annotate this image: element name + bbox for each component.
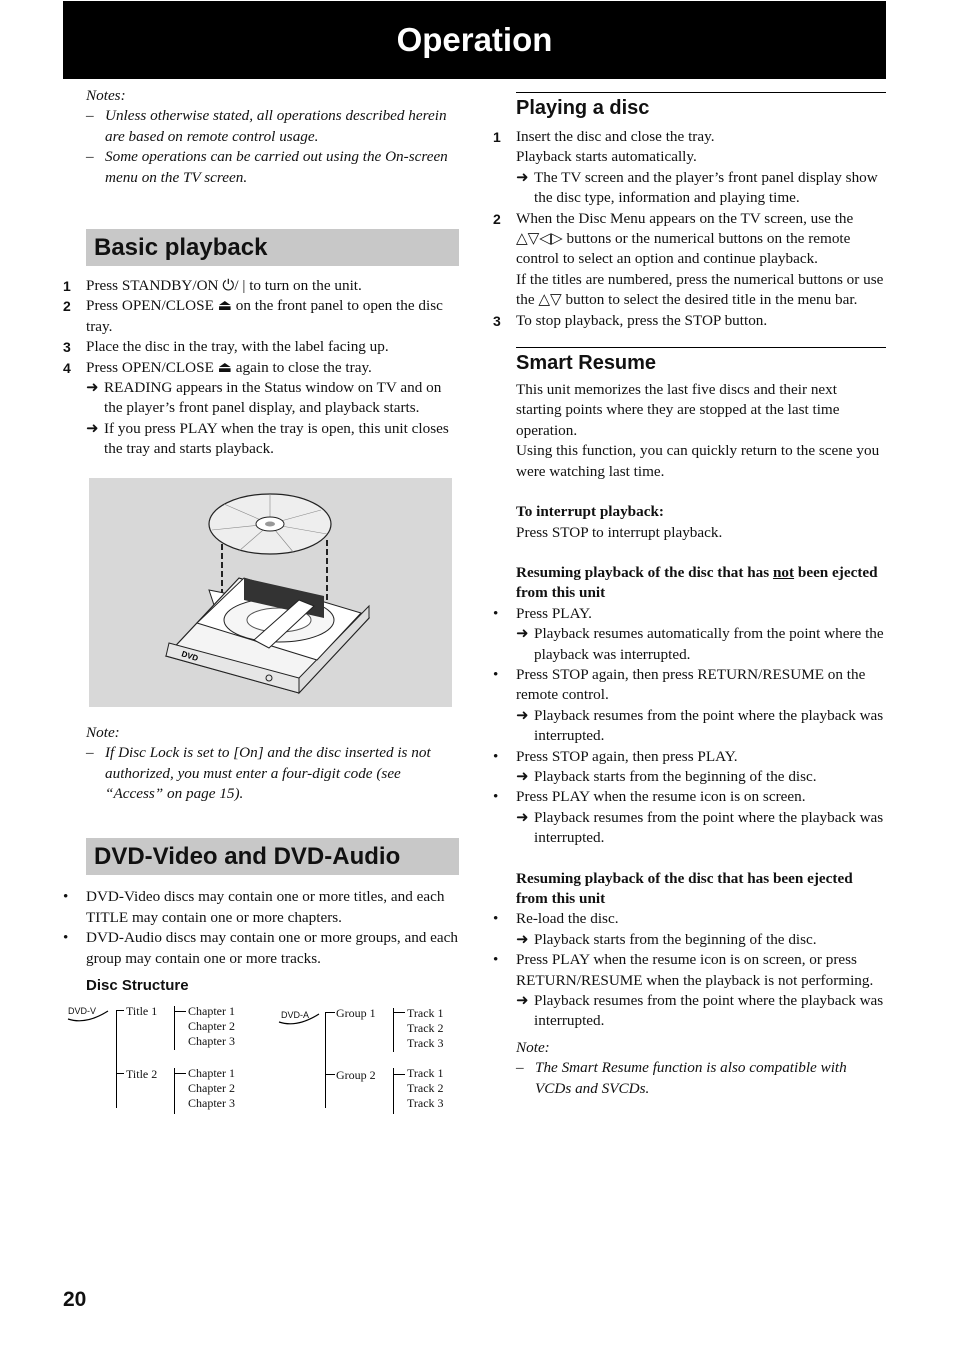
dvd-a-badge-swoosh (277, 1009, 321, 1026)
bullet-item: • Re-load the disc. ➜ Playback starts from the beginning of the disc. (493, 910, 817, 948)
disc-tray-illustration (89, 478, 452, 707)
dvd-v-badge-swoosh (66, 1009, 110, 1023)
intro-notes (63, 86, 459, 188)
section-heading-basic-playback: Basic playback (86, 229, 459, 266)
step-item: 4 Press OPEN/CLOSE ⏏ again to close the tray. (63, 358, 372, 376)
ejected-heading: Resuming playback of the disc that has been ejected from this unit (516, 869, 853, 907)
bullet-item: • DVD-Audio discs may contain one or more groups, and each group may contain one or more tracks. (63, 929, 458, 967)
disc-structure-label: Disc Structure (86, 976, 189, 994)
bullet-item: • DVD-Video discs may contain one or more titles, and each TITLE may contain one or more chapters. (63, 888, 445, 926)
playing-steps (493, 127, 886, 331)
bullet-item: • Press STOP again, then press RETURN/RESUME on the remote control. ➜ Playback resumes from the point where the playback was interrupted. (493, 665, 884, 745)
not-ejected-heading: Resuming playback of the disc that has not been ejected from this unit (516, 563, 878, 602)
result-item: ➜ READING appears in the Status window on TV and on the player’s front panel display, and playback starts. (86, 379, 442, 417)
step-item: 2 Press OPEN/CLOSE ⏏ on the front panel to open the disc tray. (63, 297, 443, 335)
group-2: Group 2 (336, 1067, 376, 1082)
section-heading-smart-resume: Smart Resume (516, 347, 886, 375)
group-1: Group 1 (336, 1005, 376, 1020)
section-heading-playing: Playing a disc (516, 92, 886, 120)
bullet-item: • Press PLAY when the resume icon is on screen, or press RETURN/RESUME when the playback is not performing. ➜ Playback resumes from the point where the playback was interrupted. (493, 951, 884, 1030)
step-item: 1 Press STANDBY/ON ⏻/ | to turn on the unit. (63, 277, 362, 295)
result-item: ➜ If you press PLAY when the tray is open, this unit closes the tray and starts playback. (86, 419, 449, 458)
title-1: Title 1 (126, 1003, 158, 1018)
step-item: 1 Insert the disc and close the tray. Playback starts automatically. ➜ The TV screen and the player’s front panel display show the disc type, information and playing time. (493, 128, 878, 207)
page-number: 20 (63, 1288, 87, 1311)
disc-structure-diagram: DVD-V Title 1 Title 2 Chapter 1 Chapter 2 Chapter 3 Chapter 1 Chapter 2 Chapter 3 DVD-A Group 1 Group 2 Track 1 Track 2 Track 3 Track 1 Track 2 Track 3 (63, 1004, 459, 1124)
left-column (63, 86, 459, 1124)
title-2: Title 2 (126, 1066, 158, 1081)
bullet-item: • Press PLAY when the resume icon is on screen. ➜ Playback resumes from the point where the playback was interrupted. (493, 788, 884, 847)
note-item: – Unless otherwise stated, all operations described herein are based on remote control usage. (86, 107, 447, 145)
not-ejected-list (493, 604, 886, 849)
interrupt-heading: To interrupt playback: (516, 503, 664, 521)
ejected-list (493, 909, 886, 1031)
dvd-v-badge: DVD-V (68, 1005, 97, 1016)
bullet-item: • Press PLAY. ➜ Playback resumes automatically from the point where the playback was interrupted. (493, 604, 884, 663)
note-item: – Some operations can be carried out using the On-screen menu on the TV screen. (86, 148, 448, 186)
notes-label: Notes: (86, 87, 126, 104)
disc-lock-note: Note: – If Disc Lock is set to [On] and the disc inserted is not authorized, you must enter a four-digit code (see “Access” on page 15). (86, 723, 431, 802)
smart-resume-intro: This unit memorizes the last five discs and their next starting points where they are stopped at the last time operation. Using this function, you can quickly return to the scene you were watching last time. To interrupt playback: Press STOP to interrupt playback. Resuming playback of the disc that has not been ejected from this unit (493, 380, 886, 604)
smart-resume-note: Note: – The Smart Resume function is also compatible with VCDs and SVCDs. (516, 1038, 847, 1097)
dvd-bullets (63, 887, 459, 969)
bullet-item: • Press STOP again, then press PLAY. ➜ Playback starts from the beginning of the disc. (493, 747, 817, 785)
right-column (493, 92, 886, 1099)
step-item: 2 When the Disc Menu appears on the TV screen, use the △▽◁▷ buttons or the numerical buttons on the remote control to select an option and continue playback. If the titles are numbered, press the numerical buttons or use the △▽ button to select the desired title in the menu bar. (493, 209, 884, 309)
section-heading-dvd: DVD-Video and DVD-Audio (86, 838, 459, 875)
step-item: 3 To stop playback, press the STOP button. (493, 311, 768, 329)
disc-tray-drawing (89, 478, 452, 707)
dvd-logo: DVD (180, 649, 200, 663)
step-item: 3 Place the disc in the tray, with the label facing up. (63, 338, 389, 356)
basic-playback-steps (63, 276, 459, 460)
page-title: Operation (63, 1, 886, 79)
dvd-a-badge: DVD-A (281, 1009, 310, 1020)
